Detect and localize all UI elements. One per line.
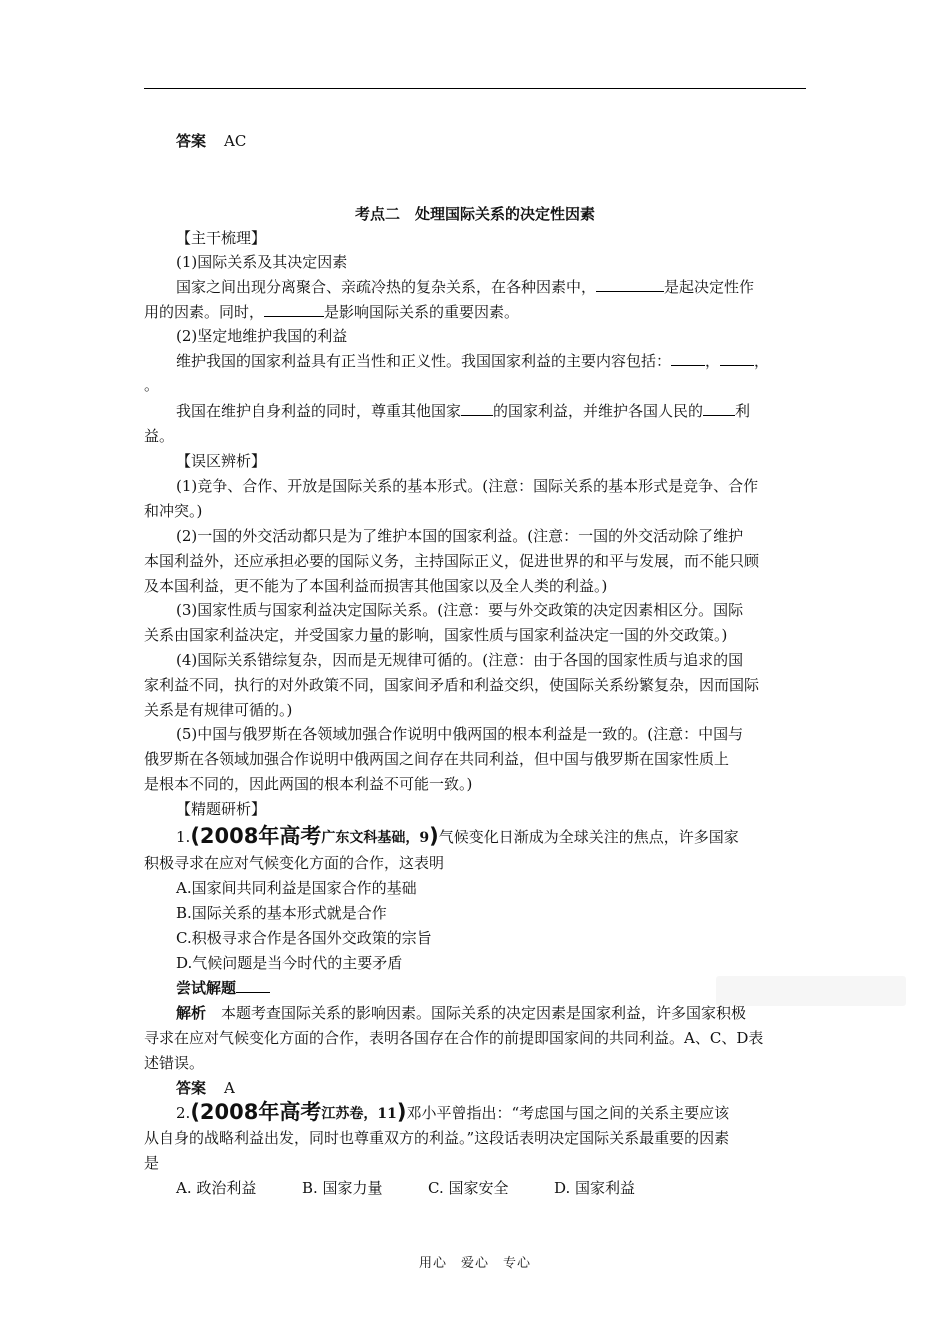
error-line: (5)中国与俄罗斯在各领域加强合作说明中俄两国的根本利益是一致的。(注意：中国与	[176, 725, 744, 743]
p1-line1	[176, 277, 754, 297]
error-line: (3)国家性质与国家利益决定国际关系。(注意：要与外交政策的决定因素相区分。国际	[176, 601, 744, 619]
error-line: (4)国际关系错综复杂，因而是无规律可循的。(注意：由于各国的国家性质与追求的国	[176, 651, 744, 669]
p2-line1	[176, 351, 769, 371]
text: 维护我国的国家利益具有正当性和正义性。我国国家利益的主要内容包括：	[176, 352, 672, 370]
error-line: 及本国利益，更不能为了本国利益而损害其他国家以及全人类的利益。)	[144, 577, 608, 595]
q1-option: C.积极寻求合作是各国外交政策的宗旨	[176, 929, 432, 947]
answer-value: AC	[224, 132, 247, 150]
paren: (	[190, 1100, 200, 1124]
question-number: 1.	[176, 828, 191, 846]
analysis-label: 解析	[176, 1004, 207, 1022]
fill-blank	[671, 351, 705, 366]
p1-title: (1)国际关系及其决定因素	[176, 253, 348, 271]
watermark	[716, 976, 906, 1006]
q1-option: B.国际关系的基本形式就是合作	[176, 904, 387, 922]
answer-label: 答案	[176, 132, 207, 150]
error-line: (1)竞争、合作、开放是国际关系的基本形式。(注意：国际关系的基本形式是竞争、合作	[176, 477, 759, 495]
heading-errors: 【误区辨析】	[176, 452, 267, 470]
exam-year: 2008年高考	[199, 1100, 322, 1124]
q1-analysis-line2: 寻求在应对气候变化方面的合作，表明各国存在合作的前提即国家间的共同利益。A、C、D表	[144, 1029, 764, 1047]
error-line: 关系由国家利益决定，并受国家力量的影响，国家性质与国家利益决定一国的外交政策。)	[144, 626, 728, 644]
question-text: 气候变化日渐成为全球关注的焦点，许多国家	[438, 828, 739, 846]
error-line: 是根本不同的，因此两国的根本利益不可能一致。)	[144, 775, 473, 793]
p1-line2	[144, 302, 519, 322]
p3-line2: 益。	[144, 427, 175, 445]
fill-blank	[461, 401, 493, 416]
q1-analysis-line1	[176, 1003, 746, 1023]
q1-stem-line2: 积极寻求在应对气候变化方面的合作，这表明	[144, 854, 445, 872]
fill-blank	[720, 351, 754, 366]
q2-stem-line3: 是	[144, 1154, 160, 1172]
error-line: 关系是有规律可循的。)	[144, 701, 293, 719]
text: 是影响国际关系的重要因素。	[324, 303, 520, 321]
question-text: 邓小平曾指出：“考虑国与国之间的关系主要应该	[406, 1104, 730, 1122]
text: ，	[754, 352, 770, 370]
fill-blank	[264, 302, 324, 317]
paren: )	[429, 824, 439, 848]
text: 用的因素。同时，	[144, 303, 265, 321]
exam-source: 广东文科基础，9	[321, 830, 430, 846]
q2-option: B. 国家力量	[302, 1179, 383, 1197]
answer-value: A	[224, 1079, 235, 1097]
q2-stem-line2: 从自身的战略利益出发，同时也尊重双方的利益。”这段话表明决定国际关系最重要的因素	[144, 1129, 730, 1147]
fill-blank	[236, 978, 270, 993]
heading-practice: 【精题研析】	[176, 800, 267, 818]
try-label: 尝试解题	[176, 979, 237, 997]
q1-stem-line1	[176, 826, 739, 848]
top-answer	[176, 131, 246, 151]
q1-analysis-line3: 述错误。	[144, 1054, 205, 1072]
error-line: 本国利益外，还应承担必要的国际义务，主持国际正义，促进世界的和平与发展，而不能只顾	[144, 552, 760, 570]
text: 是起决定性作	[664, 278, 755, 296]
q2-option: A. 政治利益	[176, 1179, 257, 1197]
analysis-text: 本题考查国际关系的影响因素。国际关系的决定因素是国家利益，许多国家积极	[221, 1004, 747, 1022]
q2-option: C. 国家安全	[428, 1179, 509, 1197]
exam-source: 江苏卷，11	[321, 1106, 397, 1122]
text: 国家之间出现分离聚合、亲疏冷热的复杂关系，在各种因素中，	[176, 278, 597, 296]
text: 我国在维护自身利益的同时，尊重其他国家	[176, 402, 462, 420]
text: 利	[735, 402, 751, 420]
heading-main: 【主干梳理】	[176, 229, 267, 247]
q2-option: D. 国家利益	[554, 1179, 636, 1197]
question-number: 2.	[176, 1104, 191, 1122]
q1-option: D.气候问题是当今时代的主要矛盾	[176, 954, 403, 972]
fill-blank	[596, 277, 664, 292]
q2-stem-line1	[176, 1102, 729, 1124]
error-line: (2)一国的外交活动都只是为了维护本国的国家利益。(注意：一国的外交活动除了维护	[176, 527, 744, 545]
error-line: 家利益不同，执行的对外政策不同，国家间矛盾和利益交织，使国际关系纷繁复杂，因而国际	[144, 676, 760, 694]
text: ，	[705, 352, 721, 370]
p2-title: (2)坚定地维护我国的利益	[176, 327, 348, 345]
page-footer: 用心 爱心 专心	[418, 1256, 531, 1271]
p2-end: 。	[144, 376, 160, 394]
q1-option: A.国家间共同利益是国家合作的基础	[176, 879, 417, 897]
section-title: 考点二 处理国际关系的决定性因素	[354, 205, 595, 223]
error-line: 俄罗斯在各领域加强合作说明中俄两国之间存在共同利益，但中国与俄罗斯在国家性质上	[144, 750, 730, 768]
header-rule	[144, 88, 806, 89]
error-line: 和冲突。)	[144, 502, 203, 520]
paren: )	[396, 1100, 407, 1124]
exam-year: 2008年高考	[199, 824, 322, 848]
p3-line1	[176, 401, 750, 421]
text: 的国家利益，并维护各国人民的	[493, 402, 704, 420]
q1-answer	[176, 1078, 235, 1098]
paren: (	[190, 824, 200, 848]
answer-label: 答案	[176, 1079, 207, 1097]
q1-try	[176, 978, 270, 998]
fill-blank	[703, 401, 735, 416]
